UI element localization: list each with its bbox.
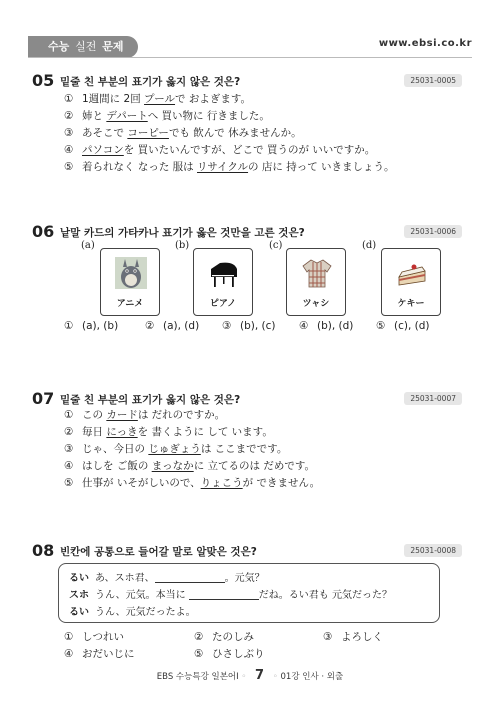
q08-code: 25031-0008 — [404, 544, 462, 557]
speaker: るい — [69, 607, 89, 618]
q07-title: 밑줄 친 부분의 표기가 옳지 않은 것은? — [60, 394, 241, 406]
blank-line — [189, 588, 259, 600]
q08-title: 빈칸에 공통으로 들어갈 말로 알맞은 것은? — [60, 546, 257, 558]
q06-title: 낱말 카드의 가타카나 표기가 옳은 것만을 고른 것은? — [60, 227, 305, 239]
anime-character-icon — [115, 257, 147, 289]
card-c-letter: (c) — [269, 240, 283, 251]
card-d — [381, 248, 441, 316]
footer-book-title: EBS 수능특강 일본어Ⅰ — [156, 672, 239, 682]
q06-code: 25031-0006 — [404, 225, 462, 238]
q07-code: 25031-0007 — [404, 392, 462, 405]
card-b-label: ピアノ — [209, 299, 237, 309]
shirt-icon — [301, 257, 333, 289]
q05-option-5[interactable]: ⑤ 着られなく なった 服は リサイクルの 店に 持って いきましょう。 — [64, 161, 395, 173]
card-c-label: ツャシ — [302, 299, 330, 309]
cake-icon — [396, 257, 428, 289]
card-a-letter: (a) — [81, 240, 95, 251]
site-url[interactable]: www.ebsi.co.kr — [378, 38, 472, 49]
q05-title: 밑줄 친 부분의 표기가 옳지 않은 것은? — [60, 76, 241, 88]
blank-line — [155, 571, 225, 583]
q06-option-3[interactable]: ③ (b), (c) — [222, 320, 276, 332]
badge-text-a: 수능 — [48, 40, 70, 53]
q07-option-4[interactable]: ④ はしを ご飯の まっなかに 立てるのは だめです。 — [64, 460, 316, 472]
card-c — [286, 248, 346, 316]
q07-option-5[interactable]: ⑤ 仕事が いそがしいので、りょこうが できません。 — [64, 477, 321, 489]
q08-number: 08 — [32, 541, 55, 560]
q07-number: 07 — [32, 389, 55, 408]
q06-number: 06 — [32, 222, 55, 241]
q05-option-4[interactable]: ④ パソコンを 買いたいんですが、どこで 買うのが いいですか。 — [64, 144, 376, 156]
header-divider — [28, 57, 472, 58]
dialog-box — [58, 563, 440, 623]
q08-option-4[interactable]: ④ おだいじに — [64, 648, 135, 660]
badge-text-b: 실전 — [75, 40, 97, 53]
badge-text-c: 문제 — [102, 40, 124, 53]
dialog-line-3: るい うん、元気だったよ。 — [69, 603, 196, 618]
q08-option-5[interactable]: ⑤ ひさしぶり — [194, 648, 265, 660]
piano-icon — [208, 257, 240, 289]
section-badge — [28, 36, 138, 58]
page-number: 7 — [255, 668, 265, 683]
card-b — [193, 248, 253, 316]
q07-option-3[interactable]: ③ じゃ、今日の じゅぎょうは ここまでです。 — [64, 443, 288, 455]
speaker: スホ — [69, 590, 89, 601]
speaker: るい — [69, 573, 89, 584]
q05-option-3[interactable]: ③ あそこで コーピーでも 飲んで 休みませんか。 — [64, 127, 302, 139]
q07-option-1[interactable]: ① この カードは だれのですか。 — [64, 409, 226, 421]
q06-option-4[interactable]: ④ (b), (d) — [299, 320, 354, 332]
q05-option-1[interactable]: ① 1週間に 2回 プールで およぎます。 — [64, 93, 252, 105]
dialog-line-1: るい あ、スホ君、 。元気？ — [69, 569, 265, 584]
q08-option-2[interactable]: ② たのしみ — [194, 631, 254, 643]
q08-option-3[interactable]: ③ よろしく — [323, 631, 383, 643]
q07-option-2[interactable]: ② 毎日 にっきを 書くように して います。 — [64, 426, 273, 438]
q05-code: 25031-0005 — [404, 74, 462, 87]
footer-chapter: 01강 인사 · 외출 — [280, 672, 344, 682]
card-b-letter: (b) — [175, 240, 190, 251]
page-footer: EBS 수능특강 일본어Ⅰ ◦ 7 ◦ 01강 인사 · 외출 — [156, 668, 344, 683]
q05-option-2[interactable]: ② 姉と デパートへ 買い物に 行きました。 — [64, 110, 270, 122]
card-d-letter: (d) — [362, 240, 377, 251]
q05-number: 05 — [32, 71, 55, 90]
card-a-label: アニメ — [116, 299, 144, 309]
q06-option-2[interactable]: ② (a), (d) — [145, 320, 200, 332]
q06-option-1[interactable]: ① (a), (b) — [64, 320, 119, 332]
q08-option-1[interactable]: ① しつれい — [64, 631, 124, 643]
card-d-label: ケキー — [397, 299, 425, 309]
card-a — [100, 248, 160, 316]
dialog-line-2: スホ うん、元気。本当に だね。るい君も 元気だった？ — [69, 586, 392, 601]
q06-option-5[interactable]: ⑤ (c), (d) — [376, 320, 430, 332]
